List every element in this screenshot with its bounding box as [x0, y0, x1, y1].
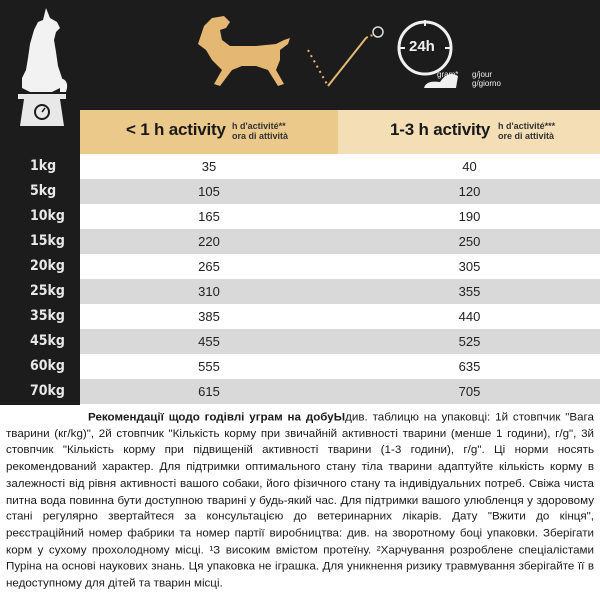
table-row [0, 329, 600, 354]
high-activity-cell: 635 [338, 354, 600, 379]
weight-cell: 35kg [30, 308, 65, 324]
high-activity-cell: 40 [338, 154, 600, 179]
high-activity-cell: 305 [338, 254, 600, 279]
low-activity-cell: 220 [80, 229, 338, 254]
feeding-instructions [6, 409, 594, 592]
high-activity-cell: 440 [338, 304, 600, 329]
high-activity-cell: 250 [338, 229, 600, 254]
high-activity-sub [498, 121, 555, 141]
high-activity-cell: 355 [338, 279, 600, 304]
weight-cell: 45kg [30, 333, 65, 349]
high-activity-sub-1: h d'activité*** [498, 121, 556, 131]
weight-cell: 5kg [30, 183, 57, 199]
gram-label: gram* [437, 70, 459, 79]
high-activity-cell: 705 [338, 379, 600, 404]
ball-icon [373, 27, 383, 37]
high-activity-header [338, 110, 600, 154]
low-activity-cell: 105 [80, 179, 338, 204]
table-row [0, 354, 600, 379]
high-activity-cell: 525 [338, 329, 600, 354]
table-row [0, 154, 600, 179]
table-row [0, 254, 600, 279]
weight-cell: 1kg [30, 158, 57, 174]
clock-label: 24h [409, 38, 435, 55]
low-activity-cell: 615 [80, 379, 338, 404]
running-dog-icon [80, 0, 600, 110]
low-activity-label: < 1 h activity [126, 120, 226, 139]
unit-label-1: g/jour [472, 70, 493, 79]
weight-cell: 15kg [30, 233, 65, 249]
feeding-instructions-title: Рекомендації щодо годівлі уграм на добуЫ [88, 410, 346, 424]
high-activity-sub-2: ore di attività [498, 131, 555, 141]
table-body [0, 154, 600, 404]
high-activity-cell: 120 [338, 179, 600, 204]
low-activity-cell: 455 [80, 329, 338, 354]
low-activity-cell: 310 [80, 279, 338, 304]
low-activity-sub-2: ora di attività [232, 131, 289, 141]
low-activity-cell: 265 [80, 254, 338, 279]
weight-cell: 60kg [30, 358, 65, 374]
low-activity-cell: 35 [80, 154, 338, 179]
high-activity-label: 1-3 h activity [390, 120, 491, 139]
dog-on-scale-icon [0, 0, 80, 152]
activity-header-graphic [80, 0, 600, 110]
low-activity-cell: 385 [80, 304, 338, 329]
low-activity-cell: 555 [80, 354, 338, 379]
activity-header [80, 110, 600, 154]
weight-cell: 25kg [30, 283, 65, 299]
low-activity-cell: 165 [80, 204, 338, 229]
table-row [0, 379, 600, 404]
high-activity-cell: 190 [338, 204, 600, 229]
table-row [0, 229, 600, 254]
table-row [0, 279, 600, 304]
weight-cell: 20kg [30, 258, 65, 274]
table-row [0, 179, 600, 204]
weight-cell: 10kg [30, 208, 65, 224]
low-activity-sub-1: h d'activité** [232, 121, 286, 131]
unit-label [472, 70, 501, 88]
weight-cell: 70kg [30, 383, 65, 399]
feeding-instructions-text: див. таблицю на упаковці: 1й стовпчик "Вага тварини (кг/kg)", 2й стовпчик "Кількість корму при звичайній активності тварини (менше 1 години), г/g", 3й стовпчик "Кількість корму при підвищеній активності тварини (1-3 години), г/g". Ці норми носять рекомендований характер. Для підтримки оптимального стану тіла тварини адаптуйте кількість корму в залежності від рівня активності вашого собаки, його фізичного стану та індивідуальних потреб. Свіжа чиста питна вода повинна бути доступною тварині у будь-який час. Для підтримки вашого улюбленця у здоровому стані регулярно звертайтеся за консультацією до ветеринарних лікарів. Дату "Вжити до кінця", реєстраційний номер фабрики та номер партії виробництва: див. на зворотному боці упаковки. Зберігати корм у сухому прохолодному місці. ¹З високим вмістом протеїну. ²Харчування розроблене спеціалістами Пуріна на основі наукових знань. Ця упаковка не іграшка. Для уникнення ризику травмування зберігайте її в недоступному для дітей та тварин місці. [6, 410, 594, 590]
unit-label-2: g/giorno [472, 79, 501, 88]
low-activity-sub [232, 121, 288, 141]
low-activity-header [80, 110, 338, 154]
table-row [0, 304, 600, 329]
table-row [0, 204, 600, 229]
